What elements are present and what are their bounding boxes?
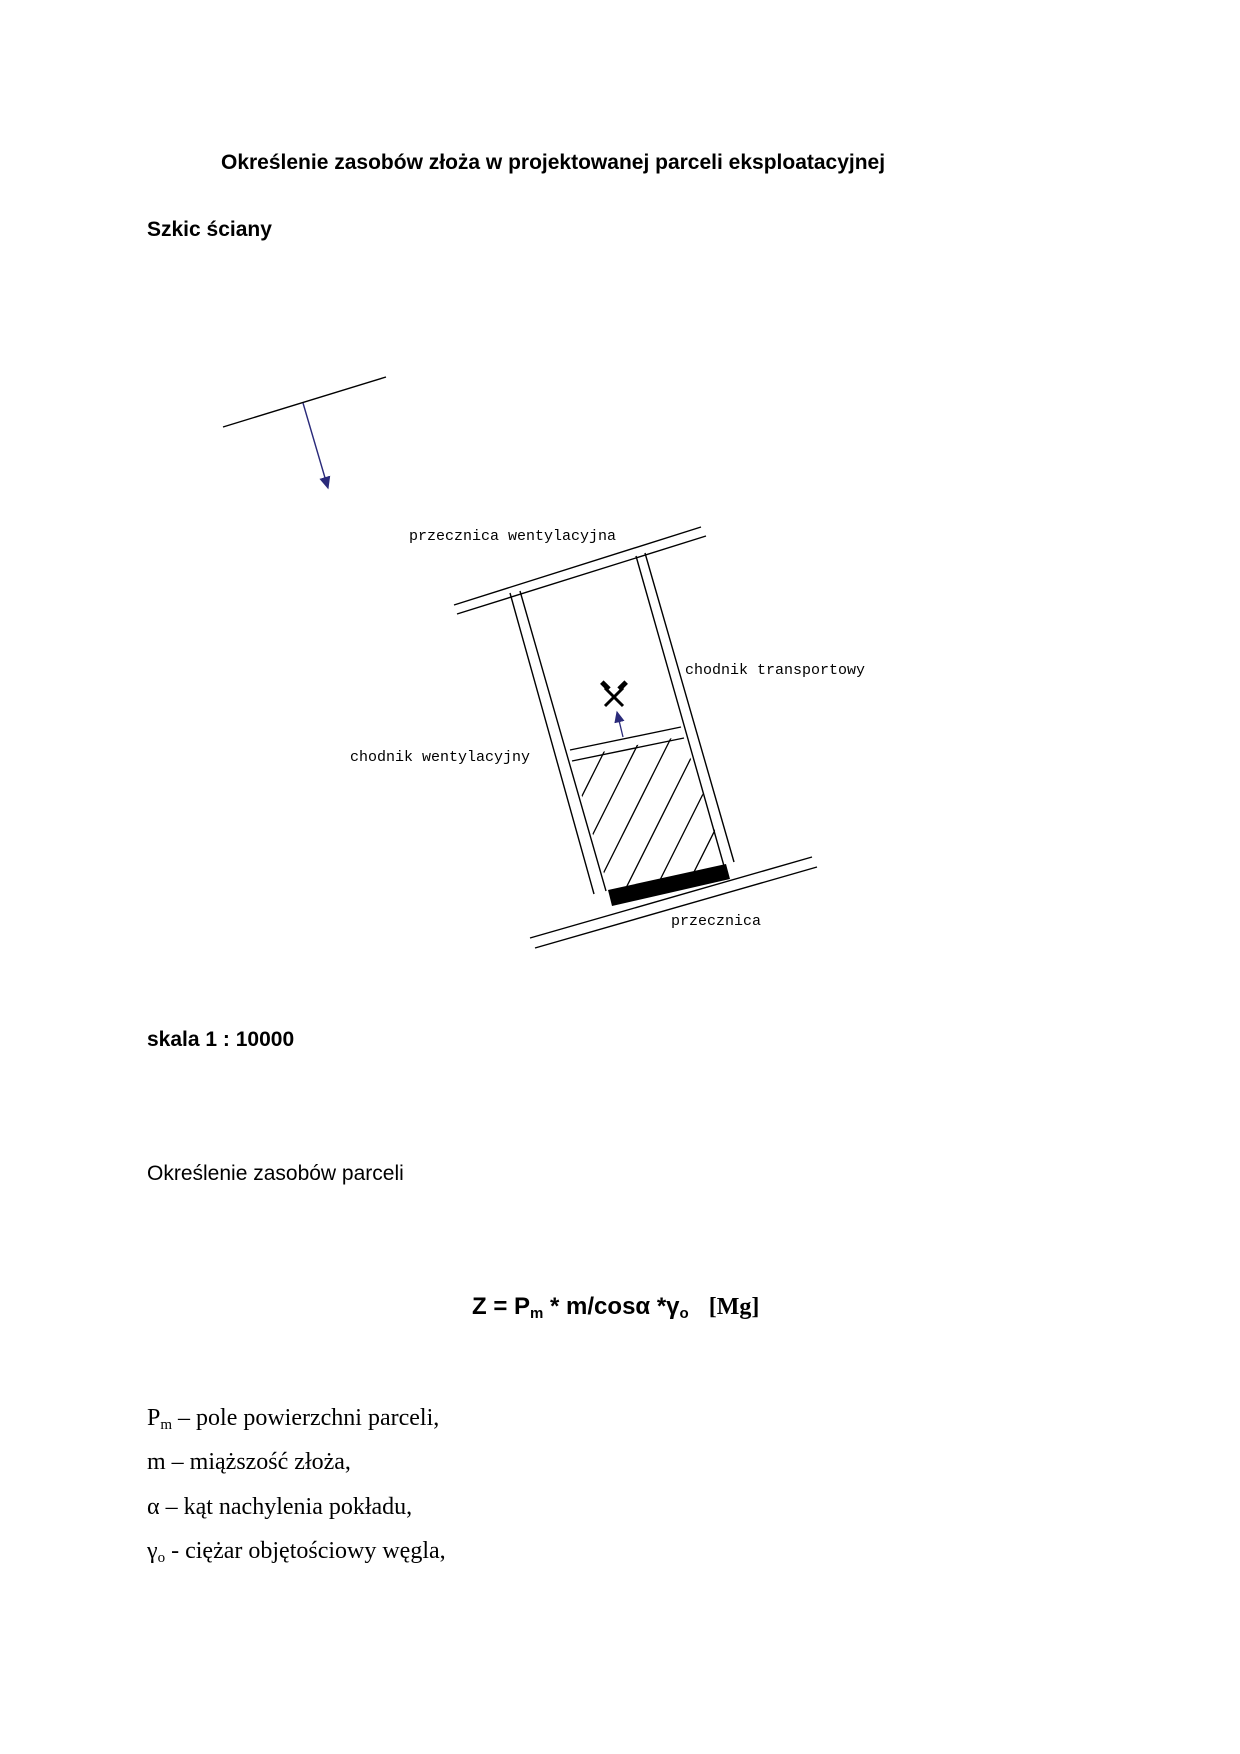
longwall-face xyxy=(570,727,684,761)
sketch-heading: Szkic ściany xyxy=(147,218,272,241)
coal-strip xyxy=(608,864,730,906)
label-ventilation-drift: chodnik wentylacyjny xyxy=(350,749,531,766)
scale-label: skala 1 : 10000 xyxy=(147,1028,295,1051)
definition-item: α – kąt nachylenia pokładu, xyxy=(147,1494,413,1520)
formula-middle: * m/cosα *γ xyxy=(543,1293,680,1320)
label-bottom-crosscut: przecznica xyxy=(671,913,762,930)
advance-arrow xyxy=(617,712,623,737)
bottom-crosscut xyxy=(530,857,817,948)
definition-item: $\gamma_o$ - ciężar objętościowy węgla, xyxy=(147,1538,446,1566)
definition-item: m – miąższość złoża, xyxy=(147,1449,351,1475)
crossed-hammers-icon xyxy=(600,680,628,706)
label-top-crosscut: przecznica wentylacyjna xyxy=(409,528,617,545)
definitions-list xyxy=(147,1405,847,1585)
transport-drift xyxy=(636,553,734,866)
section-heading: Określenie zasobów parceli xyxy=(147,1162,404,1185)
label-transport-drift: chodnik transportowy xyxy=(685,662,866,679)
ventilation-drift xyxy=(510,591,606,894)
formula-gamma-sub: o xyxy=(679,1305,689,1322)
formula-unit: [Mg] xyxy=(708,1294,760,1320)
page-title: Określenie zasobów złoża w projektowanej parceli eksploatacyjnej xyxy=(221,151,886,174)
formula-pm-sub: m xyxy=(530,1305,544,1322)
mined-area-hatching xyxy=(560,720,770,900)
definition-item: $P_m$ – pole powierzchni parceli, xyxy=(147,1405,440,1433)
resources-formula xyxy=(472,1293,759,1322)
dip-direction-arrow xyxy=(303,403,328,488)
formula-lhs: Z = P xyxy=(472,1293,531,1320)
dip-symbol xyxy=(223,377,386,488)
